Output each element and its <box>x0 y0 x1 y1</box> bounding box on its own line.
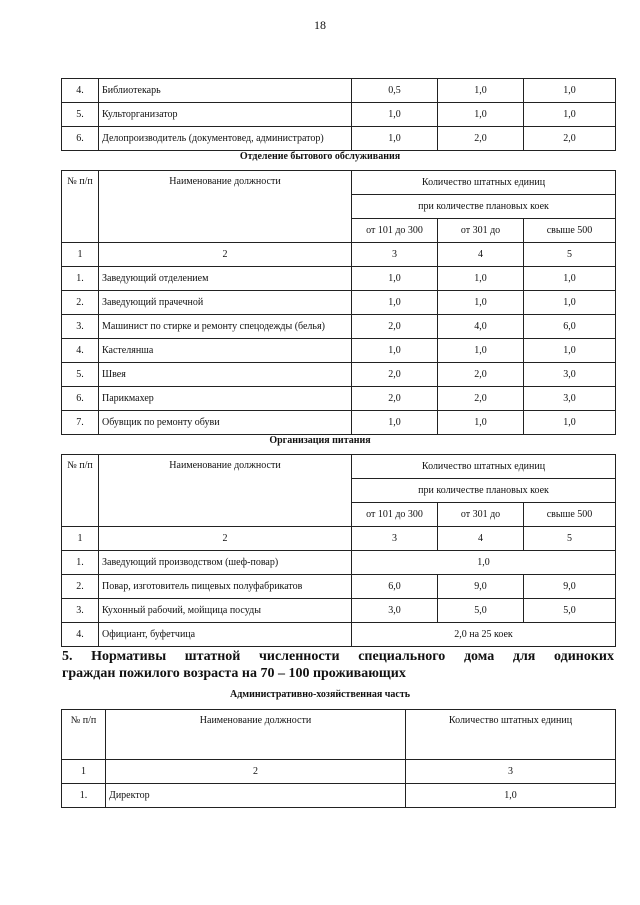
catering-table <box>61 454 616 647</box>
value-cell: 1,0 <box>438 267 524 291</box>
column-number: 1 <box>62 243 99 267</box>
value-cell: 2,0 <box>352 315 438 339</box>
header-col-c: свыше 500 <box>524 503 616 527</box>
value-cell: 3,0 <box>524 363 616 387</box>
column-number: 3 <box>352 527 438 551</box>
value-cell: 1,0 <box>352 127 438 151</box>
value-cell: 3,0 <box>524 387 616 411</box>
row-number: 4. <box>62 79 99 103</box>
column-number: 1 <box>62 527 99 551</box>
position-name: Культорганизатор <box>99 103 352 127</box>
row-number: 2. <box>62 575 99 599</box>
row-number: 2. <box>62 291 99 315</box>
header-row <box>62 455 616 479</box>
value-cell: 1,0 <box>352 267 438 291</box>
value-cell: 2,0 <box>438 127 524 151</box>
column-number: 5 <box>524 527 616 551</box>
value-cell: 5,0 <box>524 599 616 623</box>
table-row <box>62 103 616 127</box>
value-cell: 1,0 <box>438 291 524 315</box>
column-number: 2 <box>99 527 352 551</box>
value-cell: 1,0 <box>438 339 524 363</box>
position-name: Директор <box>106 784 406 808</box>
position-name: Официант, буфетчица <box>99 623 352 647</box>
header-units: Количество штатных единиц <box>406 710 616 760</box>
numbering-row <box>62 760 616 784</box>
column-number: 1 <box>62 760 106 784</box>
table-row <box>62 267 616 291</box>
row-number: 3. <box>62 315 99 339</box>
position-name: Повар, изготовитель пищевых полуфабрикатов <box>99 575 352 599</box>
value-cell: 6,0 <box>524 315 616 339</box>
row-number: 7. <box>62 411 99 435</box>
value-cell: 2,0 <box>438 363 524 387</box>
value-cell: 2,0 <box>524 127 616 151</box>
table-row <box>62 315 616 339</box>
value-cell: 9,0 <box>438 575 524 599</box>
section-title-household: Отделение бытового обслуживания <box>239 151 401 162</box>
header-col-b: от 301 до <box>438 503 524 527</box>
position-name: Делопроизводитель (документовед, администратор) <box>99 127 352 151</box>
position-name: Обувщик по ремонту обуви <box>99 411 352 435</box>
position-name: Заведующий отделением <box>99 267 352 291</box>
value-cell: 0,5 <box>352 79 438 103</box>
value-cell: 1,0 <box>352 291 438 315</box>
position-name: Швея <box>99 363 352 387</box>
value-cell: 1,0 <box>352 339 438 363</box>
header-position: Наименование должности <box>99 171 352 243</box>
column-number: 4 <box>438 527 524 551</box>
row-number: 1. <box>62 267 99 291</box>
position-name: Кастелянша <box>99 339 352 363</box>
table-row <box>62 291 616 315</box>
table-row <box>62 575 616 599</box>
value-cell: 1,0 <box>524 267 616 291</box>
table-row <box>62 339 616 363</box>
row-number: 4. <box>62 339 99 363</box>
value-cell: 1,0 <box>438 103 524 127</box>
column-number: 3 <box>352 243 438 267</box>
value-cell: 1,0 <box>524 79 616 103</box>
position-name: Машинист по стирке и ремонту спецодежды (белья) <box>99 315 352 339</box>
header-number: № п/п <box>62 171 99 243</box>
table-row <box>62 599 616 623</box>
admin-table <box>61 709 616 808</box>
position-name: Кухонный рабочий, мойщица посуды <box>99 599 352 623</box>
value-cell: 1,0 <box>352 103 438 127</box>
value-cell: 2,0 <box>352 363 438 387</box>
column-number: 3 <box>406 760 616 784</box>
household-table <box>61 170 616 435</box>
position-name: Библиотекарь <box>99 79 352 103</box>
row-number: 1. <box>62 551 99 575</box>
value-cell: 1,0 <box>352 411 438 435</box>
value-cell: 1,0 <box>524 291 616 315</box>
table-row <box>62 784 616 808</box>
table-row <box>62 387 616 411</box>
header-col-b: от 301 до <box>438 219 524 243</box>
value-cell: 4,0 <box>438 315 524 339</box>
header-col-a: от 101 до 300 <box>352 219 438 243</box>
value-cell: 1,0 <box>524 411 616 435</box>
value-cell: 1,0 <box>352 551 616 575</box>
row-number: 6. <box>62 387 99 411</box>
value-cell: 9,0 <box>524 575 616 599</box>
table-row <box>62 623 616 647</box>
header-row <box>62 171 616 195</box>
numbering-row <box>62 243 616 267</box>
row-number: 5. <box>62 103 99 127</box>
value-cell: 1,0 <box>406 784 616 808</box>
column-number: 4 <box>438 243 524 267</box>
value-cell: 1,0 <box>524 103 616 127</box>
value-cell: 2,0 на 25 коек <box>352 623 616 647</box>
value-cell: 2,0 <box>352 387 438 411</box>
table-row <box>62 551 616 575</box>
position-name: Заведующий прачечной <box>99 291 352 315</box>
value-cell: 1,0 <box>524 339 616 363</box>
value-cell: 2,0 <box>438 387 524 411</box>
value-cell: 6,0 <box>352 575 438 599</box>
column-number: 2 <box>106 760 406 784</box>
column-number: 5 <box>524 243 616 267</box>
header-beds: при количестве плановых коек <box>352 195 616 219</box>
column-number: 2 <box>99 243 352 267</box>
row-number: 1. <box>62 784 106 808</box>
staff-table-continued <box>61 78 616 151</box>
header-col-c: свыше 500 <box>524 219 616 243</box>
header-col-a: от 101 до 300 <box>352 503 438 527</box>
section-title-catering: Организация питания <box>269 435 371 446</box>
heading-line-2: граждан пожилого возраста на 70 – 100 проживающих <box>62 666 406 681</box>
header-position: Наименование должности <box>99 455 352 527</box>
header-units: Количество штатных единиц <box>352 171 616 195</box>
row-number: 4. <box>62 623 99 647</box>
header-number: № п/п <box>62 455 99 527</box>
row-number: 6. <box>62 127 99 151</box>
page-number: 18 <box>314 18 326 32</box>
section-title-admin: Административно-хозяйственная часть <box>229 689 411 700</box>
value-cell: 5,0 <box>438 599 524 623</box>
section-heading <box>62 648 614 682</box>
table-row <box>62 411 616 435</box>
value-cell: 3,0 <box>352 599 438 623</box>
header-row <box>62 710 616 760</box>
row-number: 3. <box>62 599 99 623</box>
header-number: № п/п <box>62 710 106 760</box>
header-units: Количество штатных единиц <box>352 455 616 479</box>
heading-line-1: 5. Нормативы штатной численности специального дома для одиноких <box>62 649 614 664</box>
table-row <box>62 127 616 151</box>
numbering-row <box>62 527 616 551</box>
table-row <box>62 79 616 103</box>
position-name: Парикмахер <box>99 387 352 411</box>
table-row <box>62 363 616 387</box>
row-number: 5. <box>62 363 99 387</box>
header-beds: при количестве плановых коек <box>352 479 616 503</box>
value-cell: 1,0 <box>438 79 524 103</box>
position-name: Заведующий производством (шеф-повар) <box>99 551 352 575</box>
value-cell: 1,0 <box>438 411 524 435</box>
header-position: Наименование должности <box>106 710 406 760</box>
